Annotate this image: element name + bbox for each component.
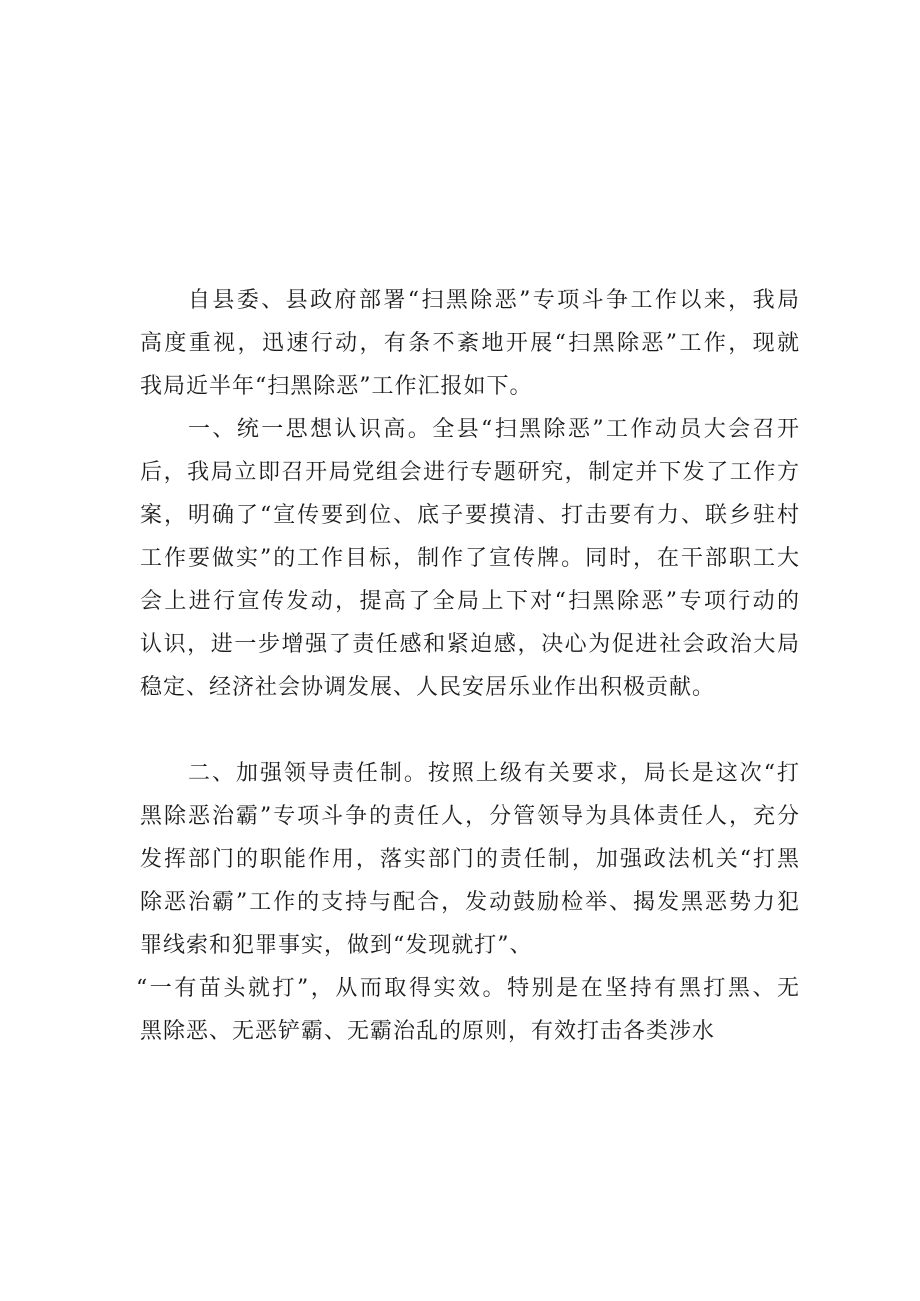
paragraph-line: 认识，进一步增强了责任感和紧迫感，决心为促进社会政治大局 <box>140 632 800 657</box>
paragraph-line: 自县委、县政府部署“扫黑除恶”专项斗争工作以来，我局 <box>188 288 800 313</box>
paragraph-line: 我局近半年“扫黑除恶”工作汇报如下。 <box>140 374 533 399</box>
paragraph-line: 案，明确了“宣传要到位、底子要摸清、打击要有力、联乡驻村 <box>140 503 800 528</box>
paragraph-line: 除恶治霸”工作的支持与配合，发动鼓励检举、揭发黑恶势力犯 <box>140 890 800 915</box>
paragraph-section-two <box>136 752 800 1053</box>
paragraph-line: 一、统一思想认识高。全县“扫黑除恶”工作动员大会召开 <box>188 417 800 442</box>
paragraph-line: 黑除恶治霸”专项斗争的责任人，分管领导为具体责任人，充分 <box>140 804 800 829</box>
paragraph-intro <box>140 279 800 408</box>
paragraph-line: 高度重视，迅速行动，有条不紊地开展“扫黑除恶”工作，现就 <box>140 331 800 356</box>
paragraph-line: 罪线索和犯罪事实，做到“发现就打”、 <box>140 933 533 958</box>
paragraph-line: 后，我局立即召开局党组会进行专题研究，制定并下发了工作方 <box>140 460 800 485</box>
paragraph-line: 工作要做实”的工作目标，制作了宣传牌。同时，在干部职工大 <box>140 546 800 571</box>
paragraph-line: “一有苗头就打”，从而取得实效。特别是在坚持有黑打黑、无 <box>136 976 800 1001</box>
paragraph-line: 发挥部门的职能作用，落实部门的责任制，加强政法机关“打黑 <box>140 847 800 872</box>
paragraph-line: 黑除恶、无恶铲霸、无霸治乱的原则，有效打击各类涉水 <box>140 1019 716 1044</box>
paragraph-section-one <box>140 408 800 709</box>
paragraph-line: 稳定、经济社会协调发展、人民安居乐业作出积极贡献。 <box>140 675 716 700</box>
paragraph-line: 会上进行宣传发动，提高了全局上下对“扫黑除恶”专项行动的 <box>140 589 800 614</box>
paragraph-line: 二、加强领导责任制。按照上级有关要求，局长是这次“打 <box>188 761 800 786</box>
